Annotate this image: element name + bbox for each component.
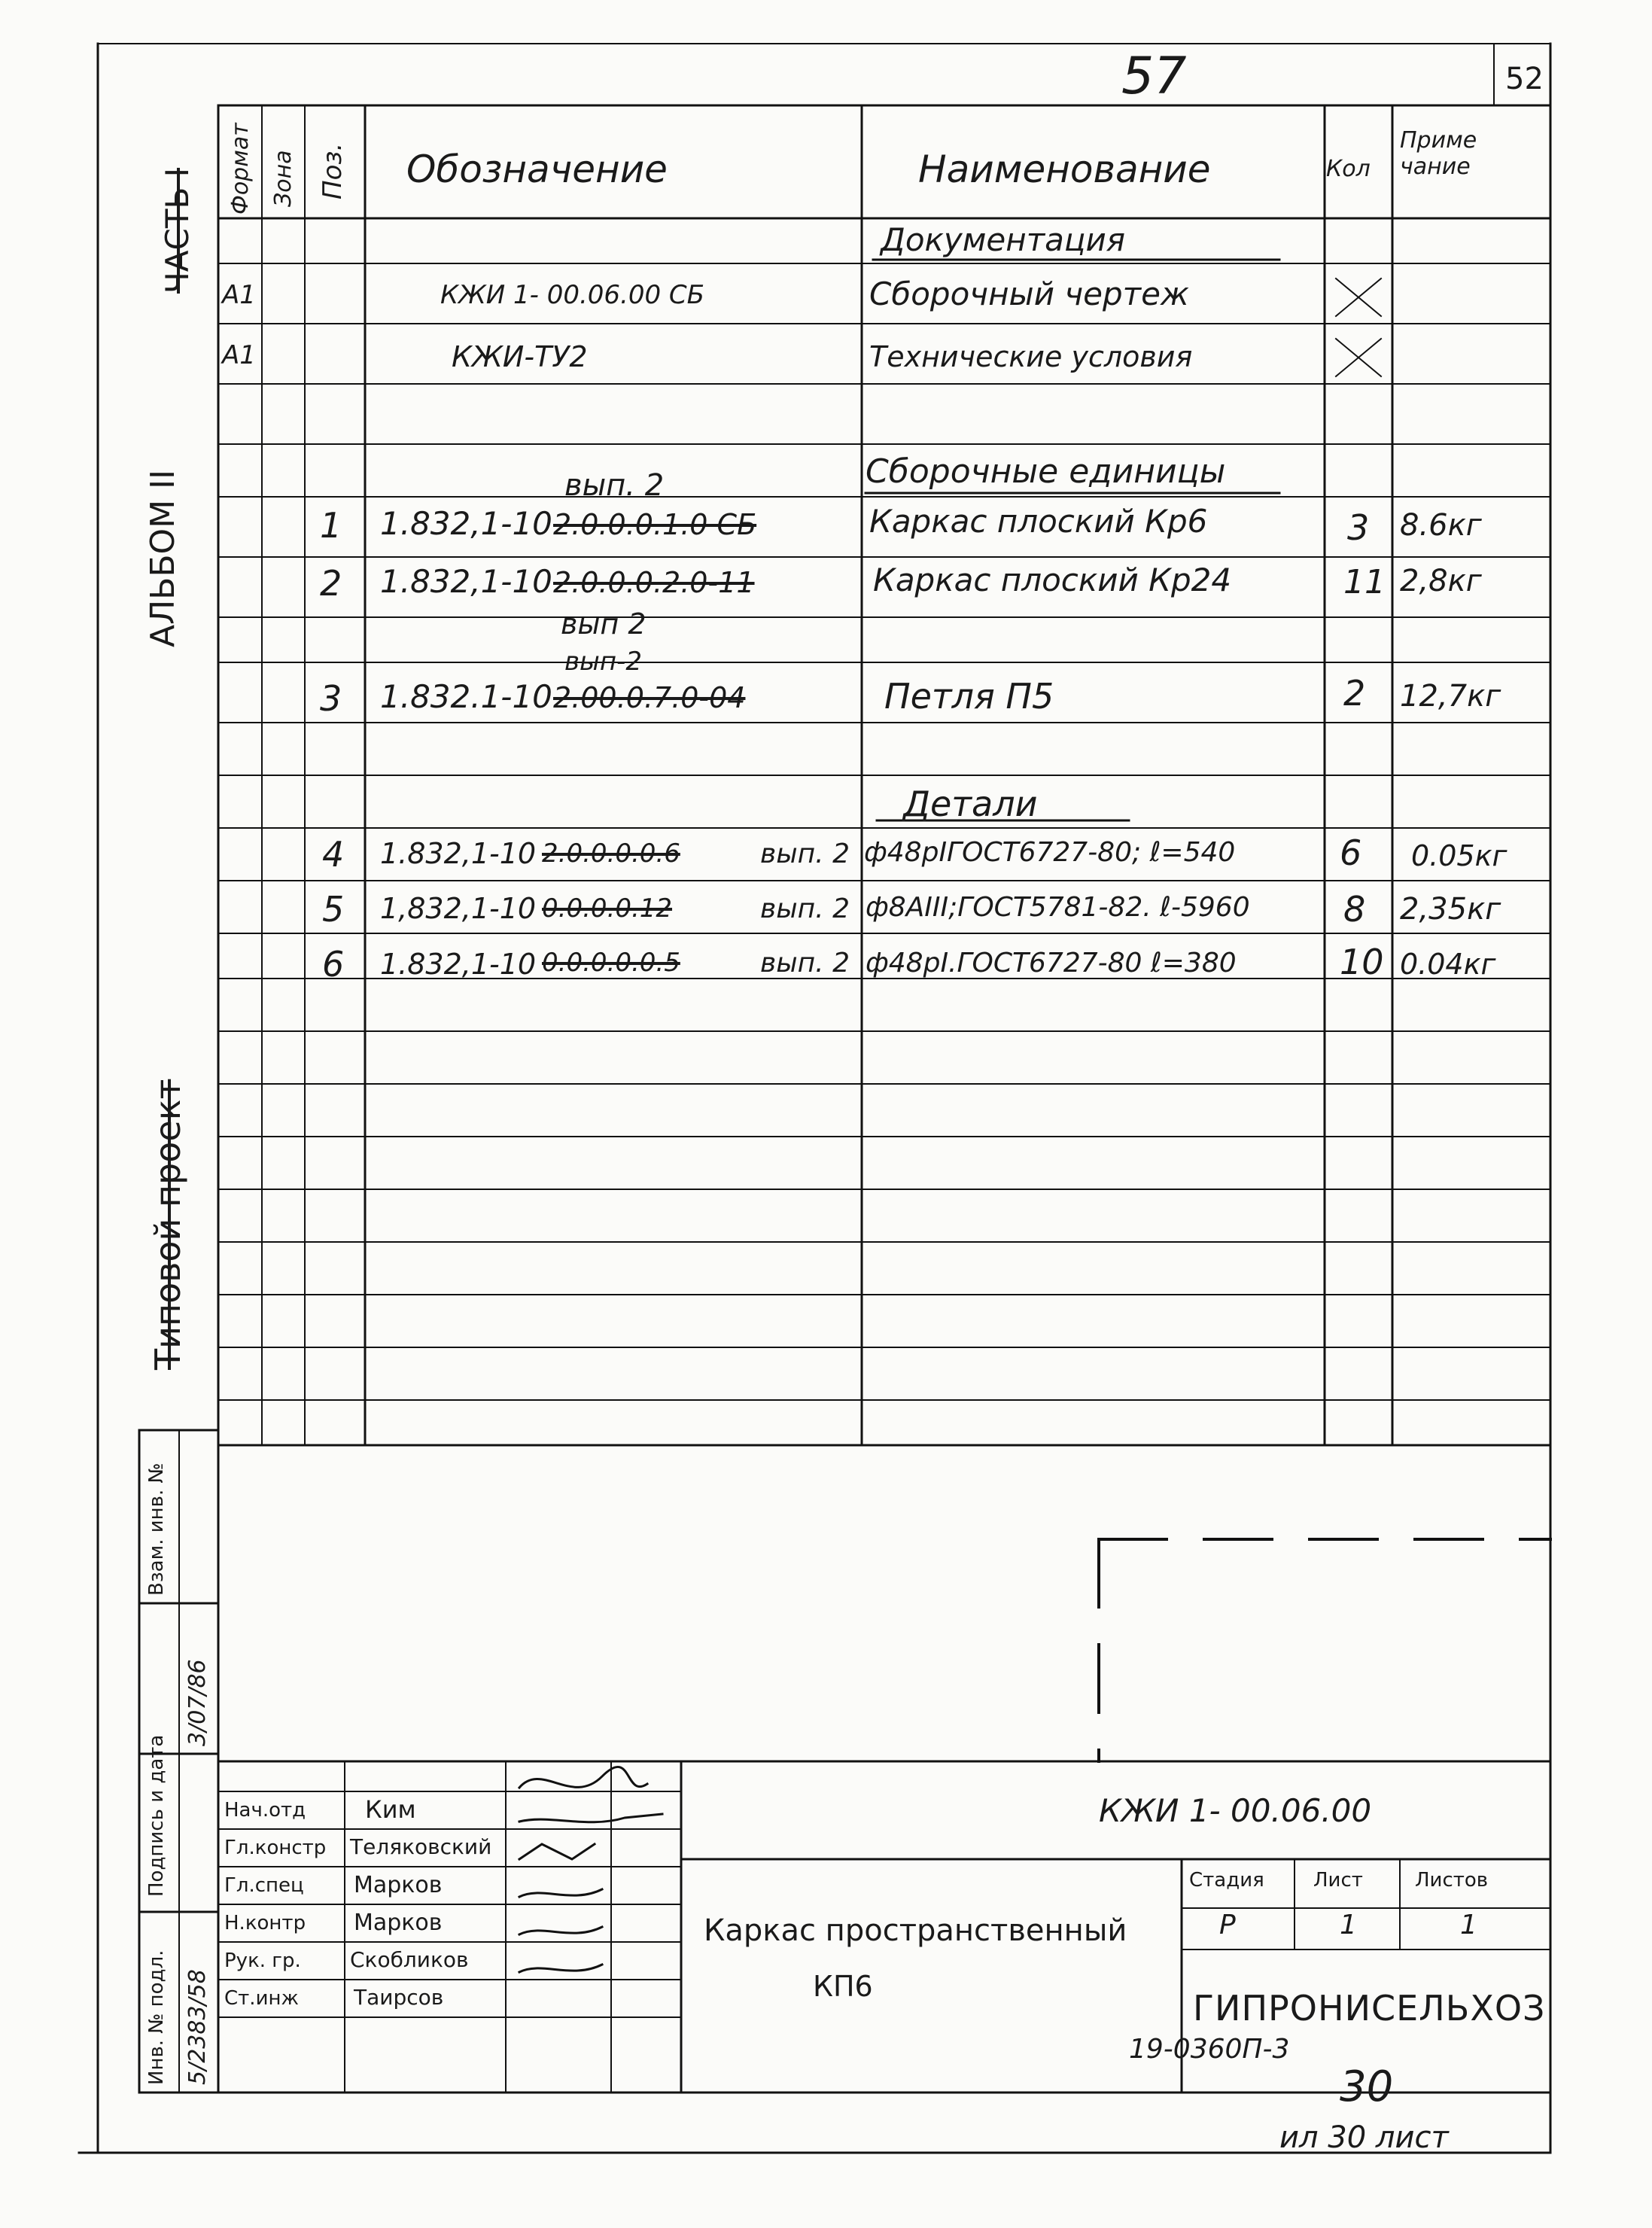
row-designation-suffix: вып. 2: [760, 839, 850, 869]
header-name: Наименование: [918, 148, 1211, 191]
bottom-note-archive: 19-0360П-3: [1129, 2034, 1290, 2065]
row-qty: 6: [1340, 832, 1362, 873]
header-designation: Обозначение: [406, 148, 668, 191]
header-format: Формат: [227, 123, 254, 215]
signer-role: Гл.спец: [224, 1874, 304, 1897]
section-assembly-units: Сборочные единицы: [866, 452, 1226, 491]
drawing-title-line2: КП6: [813, 1970, 873, 2003]
struck-part-label: ЧАСТЬ I: [159, 167, 196, 294]
row-note: 12,7кг: [1400, 679, 1501, 714]
signer-name: Скобликов: [350, 1947, 469, 1972]
sheet-label: Лист: [1313, 1869, 1363, 1892]
row-note: 8.6кг: [1400, 508, 1482, 543]
row-pos: 6: [322, 944, 345, 985]
signer-name: Марков: [354, 1872, 443, 1898]
row-designation-struck: 0.0.0.0.0.5: [542, 948, 680, 978]
stage-value: Р: [1219, 1910, 1236, 1940]
document-code: КЖИ 1- 00.06.00: [1099, 1792, 1372, 1829]
row-pos: 5: [322, 889, 345, 930]
designation-note: вып. 2: [564, 468, 665, 503]
bottom-note-sheet: ил 30 лист: [1279, 2120, 1449, 2155]
row-designation-suffix: вып. 2: [760, 948, 850, 979]
row-qty: 10: [1340, 942, 1384, 982]
organization-name: ГИПРОНИСЕЛЬХОЗ: [1193, 1988, 1546, 2029]
row-designation-struck: 2.0.0.0.2.0-11: [553, 566, 755, 599]
row-pos: 4: [322, 834, 345, 875]
struck-project-label: Типовой проект: [148, 1079, 188, 1370]
row-pos: 1: [320, 505, 342, 546]
sheet-number-top: 57: [1121, 47, 1187, 106]
row-designation-note: вып 2: [561, 607, 647, 641]
signer-role: Н.контр: [224, 1912, 306, 1934]
row-note: 2,35кг: [1400, 892, 1501, 927]
row-designation: 1.832,1-10: [380, 948, 537, 981]
header-note: Приме чание: [1400, 127, 1477, 180]
row-name: Каркас плоский Кр24: [873, 562, 1232, 598]
section-documentation: Документация: [881, 221, 1126, 258]
row-name: ф48рI.ГОСТ6727-80 ℓ=380: [866, 948, 1237, 979]
signer-role: Нач.отд: [224, 1799, 306, 1822]
row-designation: 1.832,1-10: [380, 505, 552, 542]
row-name: Петля П5: [884, 676, 1054, 717]
inv-podl-value: 5/2383/58: [184, 1969, 211, 2085]
header-pos: Поз.: [318, 142, 348, 199]
bottom-note-number: 30: [1340, 2062, 1394, 2111]
row-designation: КЖИ-ТУ2: [452, 340, 588, 373]
row-designation: 1.832.1-10: [380, 678, 552, 715]
row-pos: 2: [320, 563, 342, 604]
signer-name: Таирсов: [354, 1985, 444, 2010]
row-note: 2,8кг: [1400, 564, 1482, 598]
sheet-corner-number: 52: [1505, 62, 1544, 96]
row-name: ф48рIГОСТ6727-80; ℓ=540: [864, 837, 1236, 868]
row-name: Сборочный чертеж: [869, 275, 1189, 312]
row-designation-struck: 2.0.0.0.0.6: [542, 839, 680, 869]
row-designation-struck: 2.0.0.0.1.0 СБ: [553, 508, 757, 541]
signer-name: Ким: [365, 1795, 416, 1824]
header-qty: Кол: [1326, 156, 1371, 182]
signer-role: Гл.констр: [224, 1837, 327, 1859]
row-name: ф8АIII;ГОСТ5781-82. ℓ-5960: [866, 892, 1250, 923]
inv-podl-label: Инв. № подл.: [145, 1950, 168, 2085]
row-qty: 8: [1343, 889, 1366, 930]
row-designation-suffix: вып. 2: [760, 893, 850, 924]
row-designation: 1,832,1-10: [380, 892, 537, 925]
signer-name: Марков: [354, 1910, 443, 1936]
row-designation: 1.832,1-10: [380, 837, 537, 870]
row-designation-note-above: вып-2: [564, 647, 643, 677]
row-qty: 3: [1347, 507, 1370, 548]
sheets-label: Листов: [1415, 1869, 1489, 1892]
signer-name: Теляковский: [350, 1834, 492, 1859]
sheets-value: 1: [1460, 1910, 1477, 1940]
row-designation-struck: 2.00.0.7.0-04: [553, 681, 746, 714]
row-designation-struck: 0.0.0.0.12: [542, 893, 673, 924]
signer-role: Ст.инж: [224, 1987, 299, 2010]
drawing-title-line1: Каркас пространственный: [704, 1913, 1127, 1948]
row-name: Технические условия: [869, 340, 1193, 373]
row-designation: 1.832,1-10: [380, 563, 552, 600]
sheet-value: 1: [1340, 1910, 1357, 1940]
stage-label: Стадия: [1189, 1869, 1264, 1892]
header-zone: Зона: [270, 150, 297, 207]
row-designation: КЖИ 1- 00.06.00 СБ: [440, 280, 704, 310]
vz-inv-label: Взам. инв. №: [145, 1463, 168, 1596]
podpis-label: Подпись и дата: [145, 1734, 168, 1897]
row-name: Каркас плоский Кр6: [869, 503, 1208, 540]
row-format: А1: [222, 340, 256, 370]
podpis-value: 3/07/86: [184, 1659, 211, 1746]
row-pos: 3: [320, 678, 342, 719]
row-format: А1: [222, 280, 256, 310]
signer-role: Рук. гр.: [224, 1950, 301, 1972]
row-qty: 11: [1343, 563, 1386, 601]
row-note: 0.04кг: [1400, 948, 1496, 981]
section-details: Детали: [903, 784, 1038, 824]
row-note: 0.05кг: [1411, 839, 1507, 872]
row-qty: 2: [1343, 673, 1366, 714]
album-label: АЛЬБОМ II: [144, 469, 182, 647]
